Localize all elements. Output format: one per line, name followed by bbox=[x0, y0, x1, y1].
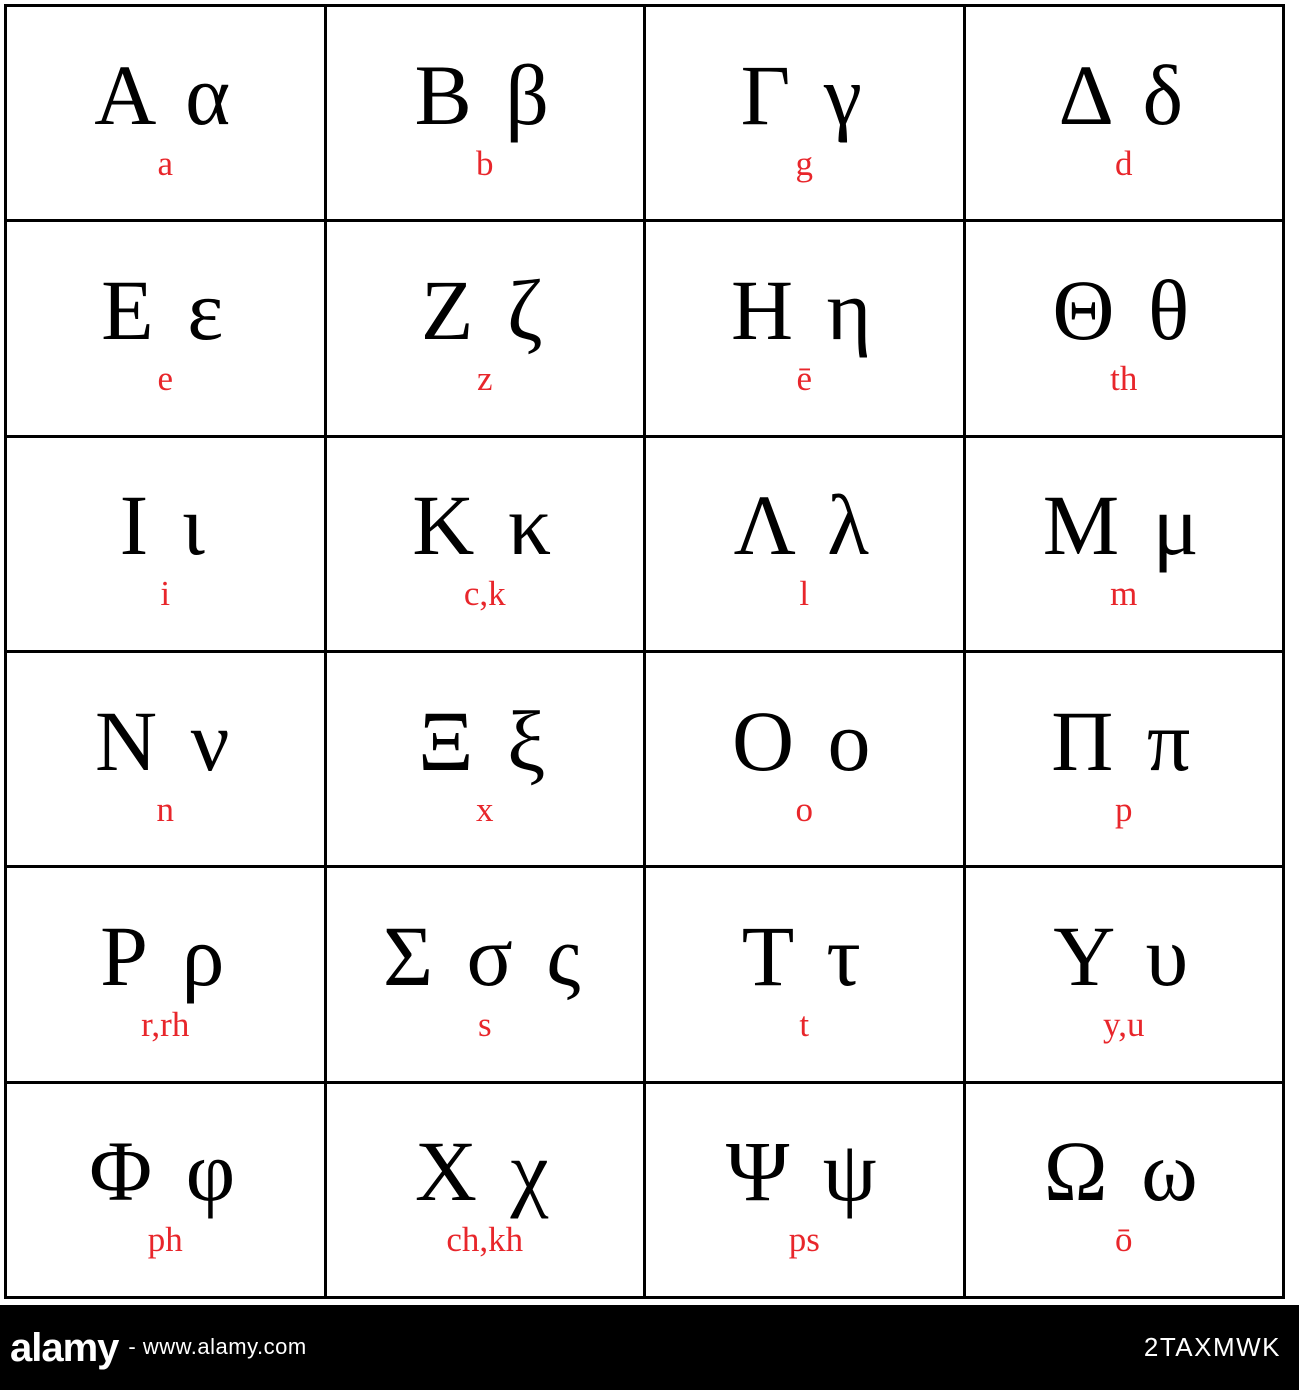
greek-letter-pair: Ξ ξ bbox=[418, 692, 552, 789]
alphabet-cell bbox=[645, 1082, 965, 1297]
alphabet-cell bbox=[6, 221, 326, 436]
greek-letter-pair: Ε ε bbox=[101, 261, 230, 358]
transliteration-label: ph bbox=[147, 1220, 183, 1260]
greek-letter-pair: Τ τ bbox=[741, 907, 867, 1004]
transliteration-label: g bbox=[795, 143, 813, 183]
transliteration-label: ps bbox=[788, 1220, 820, 1260]
table-row bbox=[6, 1082, 1284, 1297]
transliteration-label: r,rh bbox=[141, 1005, 190, 1045]
alamy-website-label: - www.alamy.com bbox=[128, 1333, 307, 1359]
table-row bbox=[6, 436, 1284, 651]
alphabet-cell bbox=[964, 6, 1284, 221]
greek-letter-pair: Λ λ bbox=[733, 477, 875, 574]
alphabet-cell bbox=[964, 436, 1284, 651]
greek-letter-pair: Γ γ bbox=[740, 46, 868, 143]
greek-letter-pair: Α α bbox=[94, 46, 237, 143]
alphabet-cell bbox=[6, 1082, 326, 1297]
transliteration-label: ch,kh bbox=[446, 1220, 524, 1260]
transliteration-label: y,u bbox=[1103, 1005, 1145, 1045]
transliteration-label: m bbox=[1110, 574, 1138, 614]
table-row bbox=[6, 867, 1284, 1082]
alphabet-cell bbox=[645, 651, 965, 866]
alphabet-cell bbox=[325, 436, 645, 651]
transliteration-label: e bbox=[157, 359, 174, 399]
greek-letter-pair: Β β bbox=[414, 46, 556, 143]
transliteration-label: th bbox=[1110, 359, 1138, 399]
alphabet-cell bbox=[325, 6, 645, 221]
greek-letter-pair: Δ δ bbox=[1058, 46, 1190, 143]
alphabet-cell bbox=[645, 221, 965, 436]
greek-letter-pair: Σ σ ς bbox=[383, 907, 587, 1004]
table-row bbox=[6, 651, 1284, 866]
transliteration-label: o bbox=[795, 789, 813, 829]
greek-letter-pair: Ω ω bbox=[1043, 1123, 1204, 1220]
greek-letter-pair: Θ θ bbox=[1052, 261, 1196, 358]
transliteration-label: c,k bbox=[463, 574, 506, 614]
transliteration-label: b bbox=[476, 143, 494, 183]
transliteration-label: s bbox=[477, 1005, 492, 1045]
greek-letter-pair: Π π bbox=[1051, 692, 1197, 789]
alphabet-cell bbox=[325, 867, 645, 1082]
alphabet-cell bbox=[6, 867, 326, 1082]
alphabet-cell bbox=[645, 436, 965, 651]
transliteration-label: ō bbox=[1115, 1220, 1133, 1260]
alphabet-cell bbox=[645, 867, 965, 1082]
alphabet-cell bbox=[645, 6, 965, 221]
alphabet-cell bbox=[964, 651, 1284, 866]
greek-letter-pair: Κ κ bbox=[412, 477, 558, 574]
alphabet-cell bbox=[964, 1082, 1284, 1297]
alphabet-cell bbox=[325, 651, 645, 866]
transliteration-label: ē bbox=[796, 359, 813, 399]
transliteration-label: z bbox=[476, 359, 493, 399]
alphabet-cell bbox=[6, 6, 326, 221]
greek-letter-pair: Φ φ bbox=[89, 1123, 242, 1220]
table-row bbox=[6, 6, 1284, 221]
greek-letter-pair: Ρ ρ bbox=[100, 907, 231, 1004]
greek-letter-pair: Ι ι bbox=[119, 477, 211, 574]
alamy-logo: alamy bbox=[10, 1325, 119, 1370]
stock-photo-footer bbox=[0, 1305, 1299, 1390]
greek-letter-pair: Μ μ bbox=[1042, 477, 1205, 574]
alphabet-cell bbox=[325, 221, 645, 436]
alphabet-cell bbox=[964, 221, 1284, 436]
greek-letter-pair: Ν ν bbox=[95, 692, 236, 789]
alphabet-cell bbox=[964, 867, 1284, 1082]
transliteration-label: d bbox=[1115, 143, 1133, 183]
alphabet-cell bbox=[6, 651, 326, 866]
alphabet-cell bbox=[6, 436, 326, 651]
transliteration-label: p bbox=[1115, 789, 1133, 829]
greek-letter-pair: Ο ο bbox=[731, 692, 877, 789]
table-row bbox=[6, 221, 1284, 436]
footer-branding bbox=[10, 1325, 307, 1370]
transliteration-label: a bbox=[157, 143, 174, 183]
alphabet-cell bbox=[325, 1082, 645, 1297]
greek-letter-pair: Ψ ψ bbox=[725, 1123, 883, 1220]
greek-letter-pair: Η η bbox=[730, 261, 878, 358]
image-id-label: 2TAXMWK bbox=[1143, 1332, 1281, 1362]
greek-letter-pair: Χ χ bbox=[414, 1123, 555, 1220]
greek-letter-pair: Υ υ bbox=[1053, 907, 1195, 1004]
transliteration-label: t bbox=[799, 1005, 810, 1045]
transliteration-label: n bbox=[156, 789, 174, 829]
transliteration-label: l bbox=[799, 574, 810, 614]
greek-letter-pair: Ζ ζ bbox=[420, 261, 549, 358]
alphabet-grid bbox=[4, 4, 1285, 1299]
transliteration-label: i bbox=[160, 574, 171, 614]
transliteration-label: x bbox=[476, 789, 494, 829]
